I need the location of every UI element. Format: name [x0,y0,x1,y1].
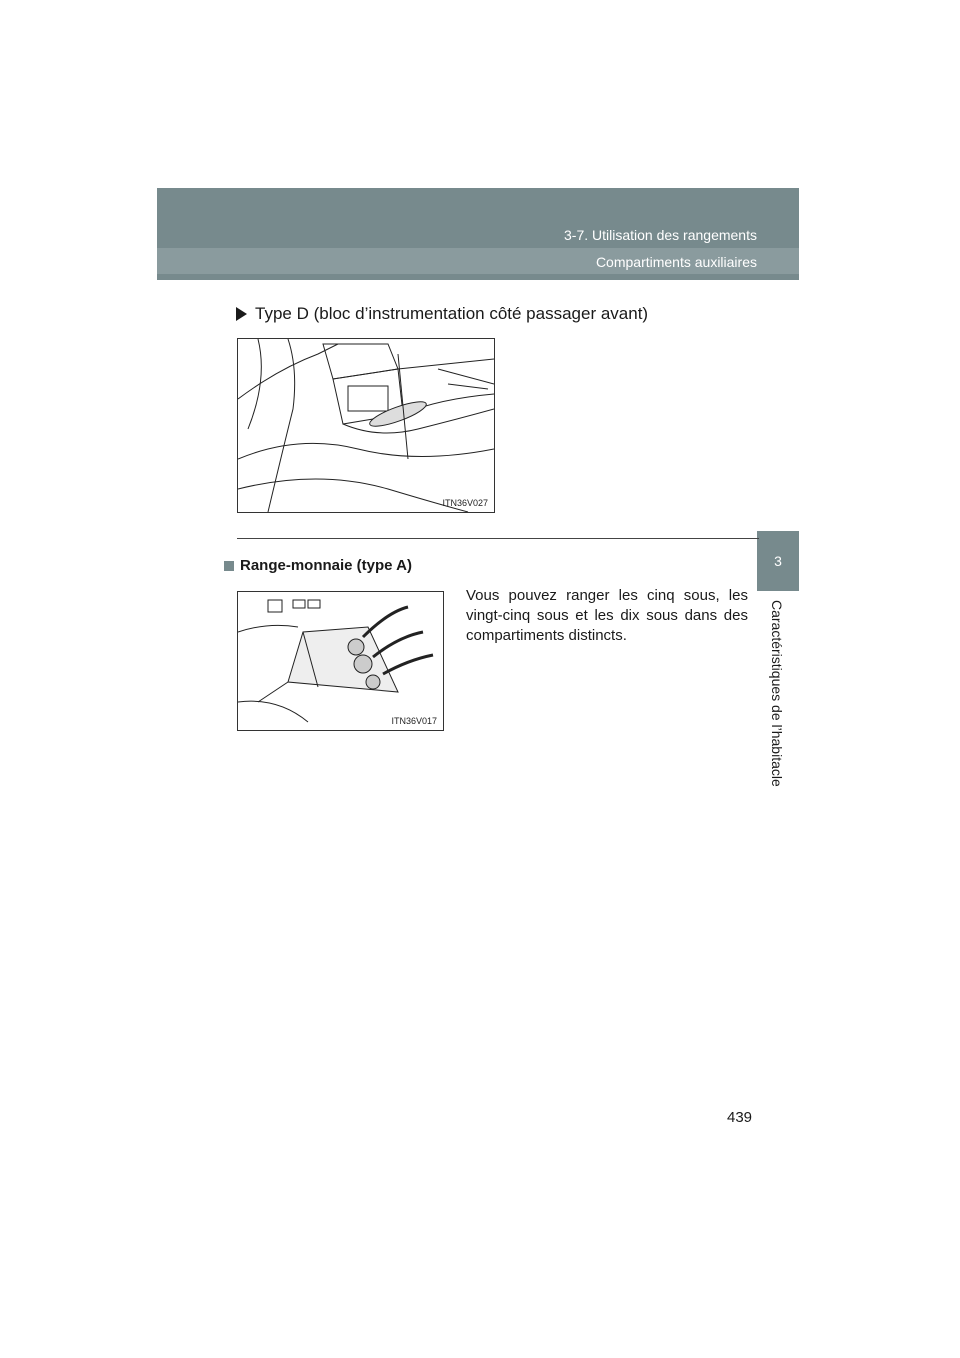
dashboard-drawing [238,339,494,512]
square-bullet-icon [224,561,234,571]
chapter-number-tab: 3 [757,531,799,591]
chapter-title-label: Caractéristiques de l’habitacle [769,600,785,787]
header-band [157,188,799,280]
section-subtitle: Compartiments auxiliaires [595,254,757,270]
coin-holder-heading [224,557,412,574]
triangle-bullet-icon [236,307,247,321]
type-d-heading [236,304,648,324]
section-title: 3-7. Utilisation des rangements [564,227,757,243]
coin-holder-drawing [238,592,443,730]
type-d-heading-text: Type D (bloc d’instrumentation côté passager avant) [255,304,649,323]
page-number: 439 [727,1109,753,1126]
figure-code: ITN36V017 [391,716,437,726]
coin-holder-illustration [237,591,444,731]
figure-code: ITN36V027 [442,498,488,508]
coin-holder-heading-text: Range-monnaie (type A) [240,557,412,574]
coin-holder-description: Vous pouvez ranger les cinq sous, les vingt-cinq sous et les dix sous dans des compartiments distincts. [466,587,748,644]
section-divider [237,538,759,539]
dashboard-illustration [237,338,495,513]
